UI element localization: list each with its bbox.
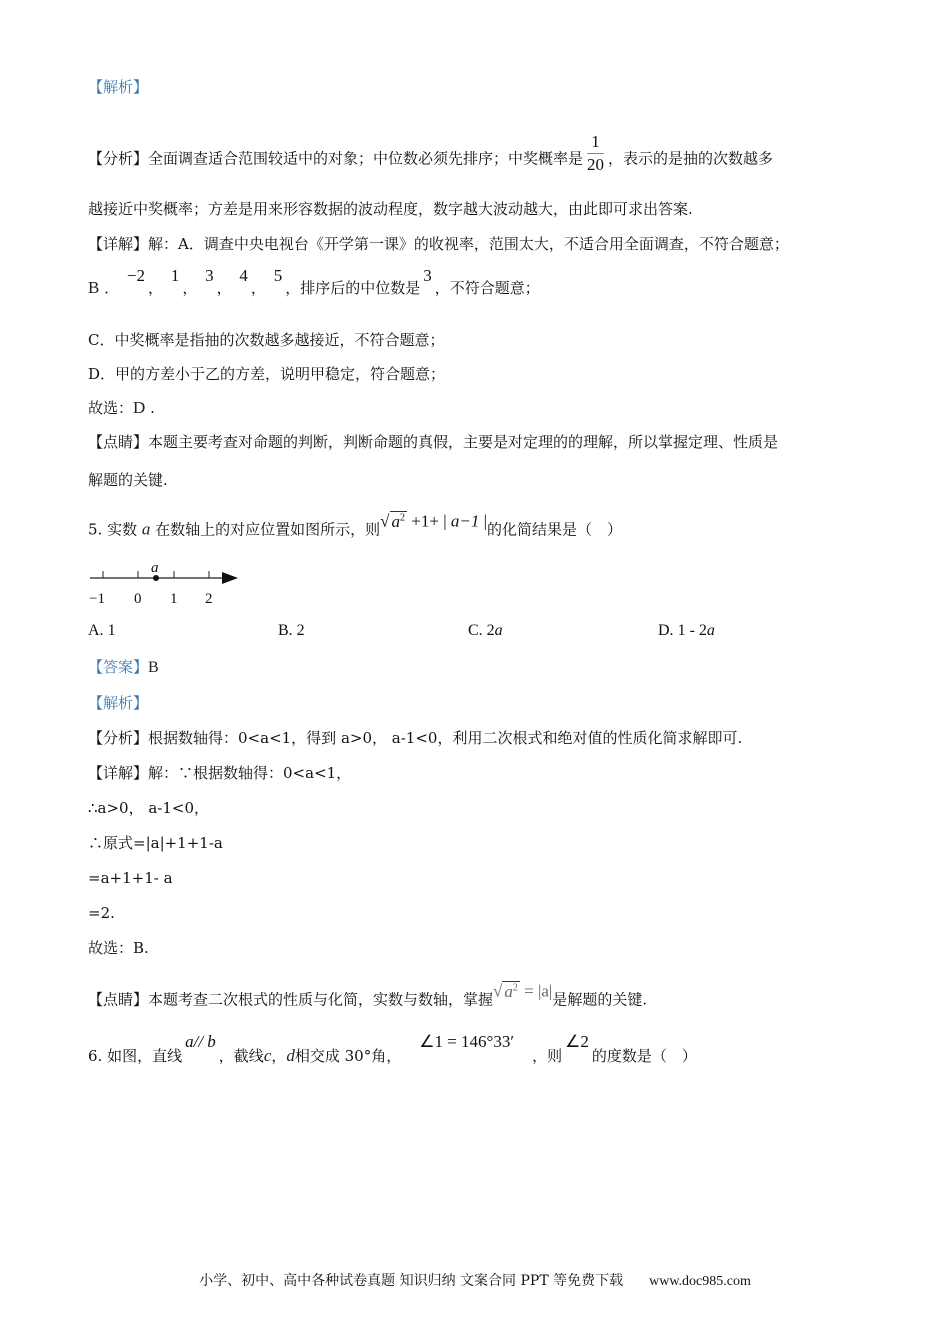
page-footer bbox=[0, 1270, 950, 1290]
footer-url[interactable]: www.doc985.com bbox=[649, 1274, 751, 1289]
remark-label: 【点睛】 bbox=[88, 990, 149, 1009]
sqrt-abs-formula: √ $a^2 = |a|$ bbox=[493, 981, 553, 1001]
detail-step: 解：∵根据数轴得：0<a<1， bbox=[148, 764, 352, 782]
q5-detail-step2: ∴a>0， a-1<0， bbox=[88, 799, 210, 817]
svg-text:1: 1 bbox=[170, 591, 178, 607]
analysis-text: 全面调查适合范围较适中的对象；中位数必须先排序；中奖概率是 bbox=[148, 149, 584, 168]
number-item: 5 bbox=[273, 266, 283, 285]
q6-mid1: ，截线 bbox=[218, 1047, 264, 1065]
angle1-expression: ∠1 = 146°33′ bbox=[419, 1032, 515, 1051]
option-b-text: ，排序后的中位数是 bbox=[285, 279, 421, 297]
q5-detail-step1 bbox=[88, 763, 351, 783]
sqrt-expression: √ $a^2 +1+$ | a−1 | bbox=[380, 511, 487, 531]
q5-stem bbox=[88, 511, 622, 540]
q5-jiexi-heading: 【解析】 bbox=[88, 694, 149, 712]
fraction-1-20 bbox=[587, 131, 604, 176]
q6-mid3: ，则 bbox=[532, 1047, 563, 1065]
q4-option-c-line: C．中奖概率是指抽的次数越多越接近，不符合题意； bbox=[88, 331, 445, 349]
q5-answer-line bbox=[88, 657, 159, 678]
angle2-expression: ∠2 bbox=[565, 1032, 589, 1051]
fraction-numerator: 1 bbox=[587, 131, 604, 154]
number-item: 4 bbox=[239, 266, 248, 285]
q4-remark-line1 bbox=[88, 432, 778, 452]
q4-option-d-line: D．甲的方差小于乙的方差，说明甲稳定，符合题意； bbox=[88, 365, 446, 383]
svg-text:0: 0 bbox=[134, 591, 142, 607]
number-item: 1 bbox=[170, 266, 180, 285]
point-label-a: a bbox=[151, 560, 159, 576]
q5-stem-suffix: 的化简结果是（ ） bbox=[486, 520, 622, 539]
answer-prefix: 故选： bbox=[88, 399, 134, 417]
q4-remark-line2: 解题的关键. bbox=[88, 471, 168, 489]
remark-label: 【点睛】 bbox=[88, 433, 149, 451]
q5-remark bbox=[88, 981, 648, 1010]
option-b-letter: B bbox=[88, 278, 100, 297]
remark-text: 本题考查二次根式的性质与化简，实数与数轴，掌握 bbox=[148, 990, 494, 1009]
q6-suffix: 的度数是（ ） bbox=[591, 1047, 697, 1065]
q5-options bbox=[88, 622, 848, 640]
answer-value: D bbox=[133, 398, 146, 417]
analysis-text-cont: ，表示的是抽的次数越多 bbox=[608, 149, 774, 168]
q5-detail-step5: =2. bbox=[88, 904, 115, 922]
analysis-label: 【分析】 bbox=[88, 149, 149, 168]
number-line-figure bbox=[88, 558, 248, 608]
analysis-label: 【分析】 bbox=[88, 729, 149, 747]
option-b[interactable]: B. 2 bbox=[278, 622, 305, 639]
q6-mid2: 相交成 30°角， bbox=[294, 1047, 402, 1065]
jiexi-heading: 【解析】 bbox=[88, 78, 149, 96]
var-a: a bbox=[141, 519, 151, 539]
footer-text: 小学、初中、高中各种试卷真题 知识归纳 文案合同 PPT 等免费下载 bbox=[199, 1273, 624, 1289]
answer-label: 【答案】 bbox=[88, 658, 149, 676]
q5-detail-step3: ∴原式=|a|+1+1-a bbox=[88, 834, 223, 852]
var-d: d bbox=[286, 1046, 295, 1065]
answer-value: B bbox=[148, 659, 159, 676]
parallel-expression: a// b bbox=[185, 1032, 216, 1051]
detail-label: 【详解】 bbox=[88, 235, 149, 253]
svg-text:2: 2 bbox=[205, 591, 213, 607]
q5-detail-step4: =a+1+1- a bbox=[88, 869, 173, 887]
median-value: 3 bbox=[423, 266, 432, 285]
q4-analysis-line1 bbox=[88, 132, 774, 182]
q6-stem: 6. 如图，直线a// b，截线c，d相交成 30°角，∠1 = 146°33′，则∠2的度数是（ ） bbox=[88, 1032, 697, 1065]
q5-stem-mid: 在数轴上的对应位置如图所示，则 bbox=[155, 520, 381, 539]
analysis-text: 根据数轴得：0<a<1，得到 a>0， a-1<0，利用二次根式和绝对值的性质化简求解即可. bbox=[148, 729, 743, 747]
q5-prefix: 5. 实数 bbox=[88, 520, 138, 539]
remark-text-cont: 是解题的关键. bbox=[552, 990, 648, 1009]
option-d[interactable]: D. 1 - 2a bbox=[658, 622, 715, 639]
q4-analysis-line2: 越接近中奖概率；方差是用来形容数据的波动程度，数字越大波动越大，由此即可求出答案. bbox=[88, 200, 693, 218]
detail-label: 【详解】 bbox=[88, 764, 149, 782]
option-c[interactable]: C. 2a bbox=[468, 622, 503, 639]
option-b-suffix: ，不符合题意； bbox=[434, 279, 540, 297]
detail-text: 解：A．调查中央电视台《开学第一课》的收视率，范围太大，不适合用全面调查，不符合题意； bbox=[148, 235, 789, 253]
q5-analysis bbox=[88, 728, 742, 748]
q4-option-b-line: B ． −2， 1， 3， 4， 5，排序后的中位数是3，不符合题意； bbox=[88, 266, 540, 297]
number-item: −2 bbox=[126, 266, 146, 285]
number-item: 3 bbox=[205, 266, 214, 285]
fraction-denominator: 20 bbox=[587, 155, 605, 174]
remark-text: 本题主要考查对命题的判断，判断命题的真假，主要是对定理的的理解，所以掌握定理、性质是 bbox=[148, 433, 779, 451]
q5-detail-step6: 故选：B. bbox=[88, 939, 149, 957]
q4-answer-line bbox=[88, 398, 155, 418]
var-c: c bbox=[263, 1046, 272, 1065]
q6-prefix: 6. 如图，直线 bbox=[88, 1047, 183, 1065]
q4-detail-line1 bbox=[88, 234, 789, 254]
answer-suffix: . bbox=[145, 399, 155, 417]
svg-text:−1: −1 bbox=[89, 591, 105, 607]
option-a[interactable]: A. 1 bbox=[88, 622, 116, 639]
